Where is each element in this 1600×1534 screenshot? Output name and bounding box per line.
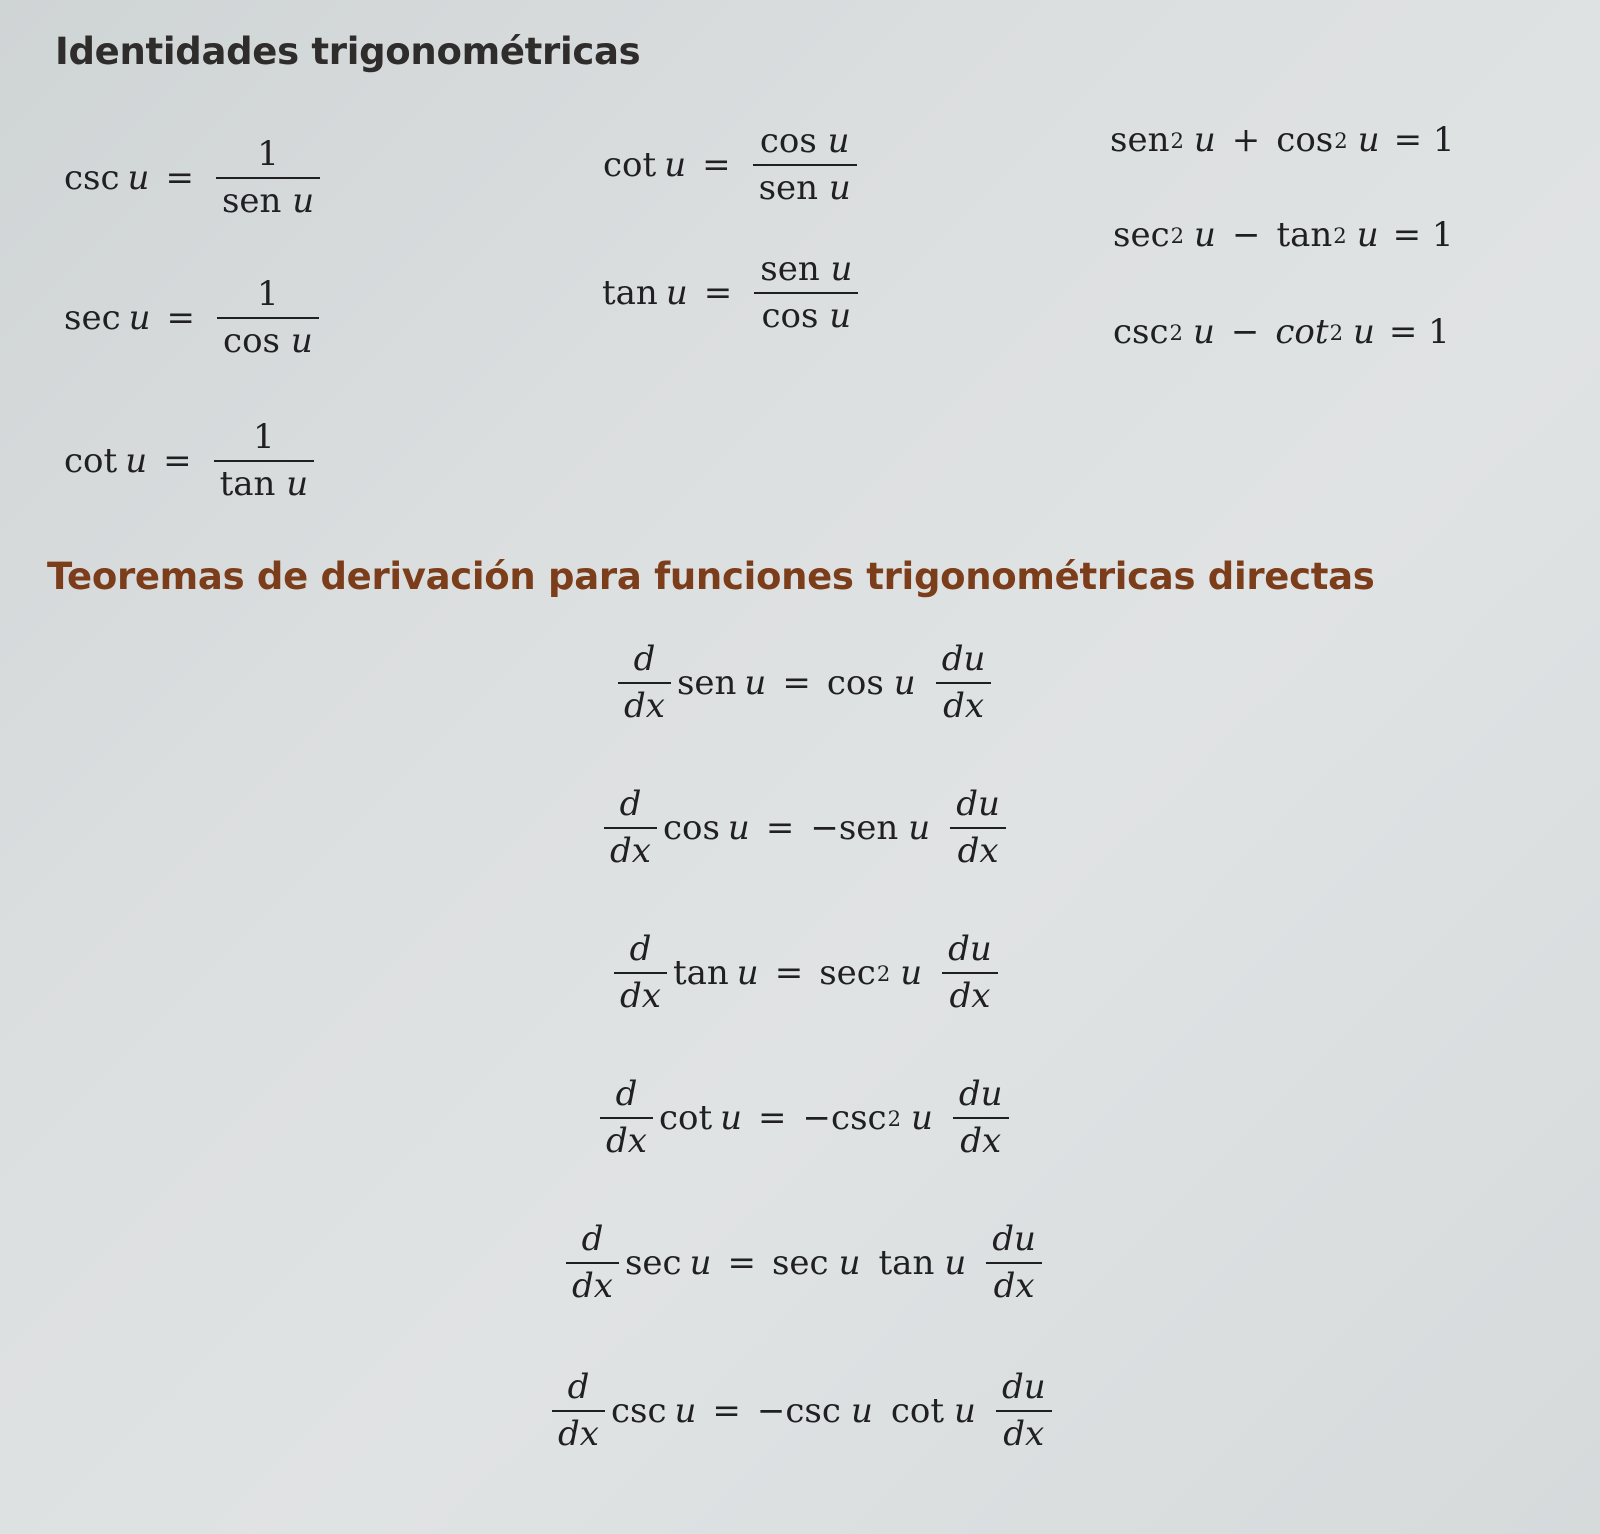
result-var: u	[954, 1391, 976, 1432]
term-a-fn: sec	[1113, 215, 1170, 255]
term-b-fn: cot	[1275, 312, 1329, 352]
operator: +	[1231, 120, 1261, 160]
identity-csc	[64, 135, 326, 221]
fraction	[753, 122, 857, 208]
result-fn: −csc	[802, 1098, 887, 1139]
result-var: u	[850, 1391, 873, 1432]
numerator: 1	[257, 134, 279, 174]
result-second-fn: cot	[890, 1391, 945, 1432]
equals: =	[782, 663, 811, 704]
operator: −	[1230, 312, 1260, 352]
numerator: du	[956, 784, 1000, 824]
equals: =	[727, 1243, 756, 1284]
denominator-fn: cos	[223, 321, 280, 362]
derivative-tan	[608, 930, 1004, 1016]
denominator-fn: sen	[758, 168, 819, 209]
var: u	[664, 145, 687, 186]
rhs: = 1	[1388, 312, 1450, 352]
exponent: 2	[1169, 319, 1183, 345]
fn-name: tan	[602, 273, 658, 314]
var: u	[1356, 215, 1379, 255]
exponent: 2	[1329, 319, 1343, 345]
equals: =	[165, 158, 194, 199]
equals: =	[758, 1098, 787, 1139]
denominator: dx	[558, 1414, 599, 1455]
numerator-fn: sen	[760, 249, 820, 289]
derivative-cos	[598, 785, 1012, 871]
numerator: du	[992, 1219, 1036, 1259]
numerator-var: u	[827, 121, 850, 161]
numerator: du	[948, 929, 992, 969]
var: u	[736, 953, 759, 994]
fn-name: sen	[676, 663, 737, 704]
var: u	[1193, 120, 1216, 160]
var: u	[665, 273, 688, 314]
fraction	[754, 250, 858, 336]
du-dx-fraction	[950, 785, 1006, 871]
fraction	[217, 275, 319, 361]
var: u	[727, 808, 750, 849]
fn-name: cot	[658, 1098, 713, 1139]
exponent: 2	[1333, 222, 1347, 248]
fraction	[214, 418, 315, 504]
derivative-sen	[612, 640, 997, 726]
equals: =	[712, 1391, 741, 1432]
du-dx-fraction	[986, 1220, 1042, 1306]
numerator: 1	[257, 274, 279, 314]
exponent: 2	[887, 1105, 901, 1131]
denominator: dx	[620, 976, 661, 1017]
numerator: du	[941, 639, 986, 679]
identity-sec	[64, 275, 325, 361]
denominator-var: u	[829, 296, 852, 337]
term-a-fn: csc	[1113, 312, 1169, 352]
derivative-csc	[546, 1368, 1058, 1454]
rhs: = 1	[1392, 215, 1454, 255]
result-var: u	[893, 663, 916, 704]
var: u	[720, 1098, 743, 1139]
var: u	[744, 663, 767, 704]
du-dx-fraction	[996, 1368, 1052, 1454]
numerator: du	[1001, 1367, 1046, 1407]
denominator-var: u	[290, 321, 313, 362]
var: u	[1194, 215, 1216, 255]
identities-title: Identidades trigonométricas	[55, 30, 641, 73]
fn-name: csc	[610, 1391, 667, 1432]
equals: =	[774, 953, 804, 994]
result-fn: cos	[826, 663, 884, 704]
denominator: dx	[949, 976, 991, 1017]
fn-name: cos	[662, 808, 720, 849]
result-fn: −csc	[756, 1391, 841, 1432]
denominator: dx	[960, 1121, 1002, 1162]
denominator-var: u	[286, 464, 309, 505]
numerator: d	[567, 1367, 590, 1407]
var: u	[689, 1243, 712, 1284]
operator: −	[1231, 215, 1261, 255]
denominator-var: u	[828, 168, 851, 209]
fn-name: tan	[672, 953, 729, 994]
denominator-fn: cos	[761, 296, 819, 337]
result-second-fn: tan	[878, 1243, 935, 1284]
result-var: u	[944, 1243, 967, 1284]
var: u	[127, 158, 150, 199]
fn-name: csc	[64, 158, 120, 199]
numerator: d	[619, 784, 642, 824]
result-fn: −sen	[810, 808, 899, 849]
identity-cot-ratio	[603, 122, 863, 208]
numerator-var: u	[830, 249, 853, 289]
result-fn: sec	[819, 953, 876, 994]
equals: =	[166, 298, 196, 339]
identity-tan-ratio	[602, 250, 864, 336]
denominator: dx	[572, 1266, 613, 1307]
result-var: u	[911, 1098, 933, 1139]
exponent: 2	[1170, 222, 1185, 248]
d-dx-operator	[604, 785, 657, 871]
exponent: 2	[876, 960, 891, 986]
denominator: dx	[606, 1121, 647, 1162]
fn-name: cot	[64, 441, 118, 482]
var: u	[674, 1391, 697, 1432]
numerator: d	[629, 929, 652, 969]
var: u	[1192, 312, 1215, 352]
identity-pythagorean-2	[1113, 215, 1454, 255]
exponent: 2	[1170, 127, 1184, 153]
var: u	[1357, 120, 1380, 160]
denominator: dx	[610, 831, 651, 872]
term-a-fn: sen	[1110, 120, 1170, 160]
rhs: = 1	[1393, 120, 1455, 160]
numerator: d	[633, 639, 656, 679]
numerator: d	[581, 1219, 604, 1259]
denominator-var: u	[292, 181, 315, 222]
term-b-fn: cos	[1276, 120, 1334, 160]
denominator: dx	[943, 686, 985, 727]
result-var: u	[908, 808, 931, 849]
identity-pythagorean-3	[1113, 312, 1450, 352]
d-dx-operator	[614, 930, 667, 1016]
fn-name: cot	[603, 145, 657, 186]
d-dx-operator	[552, 1368, 605, 1454]
var: u	[125, 441, 148, 482]
du-dx-fraction	[936, 640, 992, 726]
equals: =	[163, 441, 192, 482]
equals: =	[765, 808, 795, 849]
d-dx-operator	[600, 1075, 653, 1161]
numerator: du	[958, 1074, 1003, 1114]
fraction	[216, 135, 320, 221]
derivatives-title: Teoremas de derivación para funciones trigonométricas directas	[47, 555, 1375, 598]
d-dx-operator	[566, 1220, 619, 1306]
denominator: dx	[957, 831, 999, 872]
identity-pythagorean-1	[1110, 120, 1455, 160]
var: u	[128, 298, 151, 339]
denominator: dx	[624, 686, 665, 727]
du-dx-fraction	[942, 930, 998, 1016]
result-fn: sec	[771, 1243, 829, 1284]
fn-name: sec	[624, 1243, 682, 1284]
term-b-fn: tan	[1276, 215, 1333, 255]
denominator: dx	[1003, 1414, 1045, 1455]
denominator-fn: sen	[221, 181, 282, 222]
fn-name: sec	[64, 298, 121, 339]
exponent: 2	[1334, 127, 1348, 153]
d-dx-operator	[618, 640, 671, 726]
derivative-sec	[560, 1220, 1048, 1306]
identity-cot-reciprocal	[64, 418, 320, 504]
denominator: dx	[993, 1266, 1035, 1307]
derivative-cot	[594, 1075, 1015, 1161]
equals: =	[703, 273, 733, 314]
result-var: u	[838, 1243, 861, 1284]
result-var: u	[900, 953, 923, 994]
equals: =	[702, 145, 731, 186]
var: u	[1352, 312, 1375, 352]
numerator: 1	[253, 417, 275, 457]
denominator-fn: tan	[219, 464, 276, 505]
numerator-fn: cos	[759, 121, 817, 161]
numerator: d	[615, 1074, 638, 1114]
du-dx-fraction	[953, 1075, 1009, 1161]
